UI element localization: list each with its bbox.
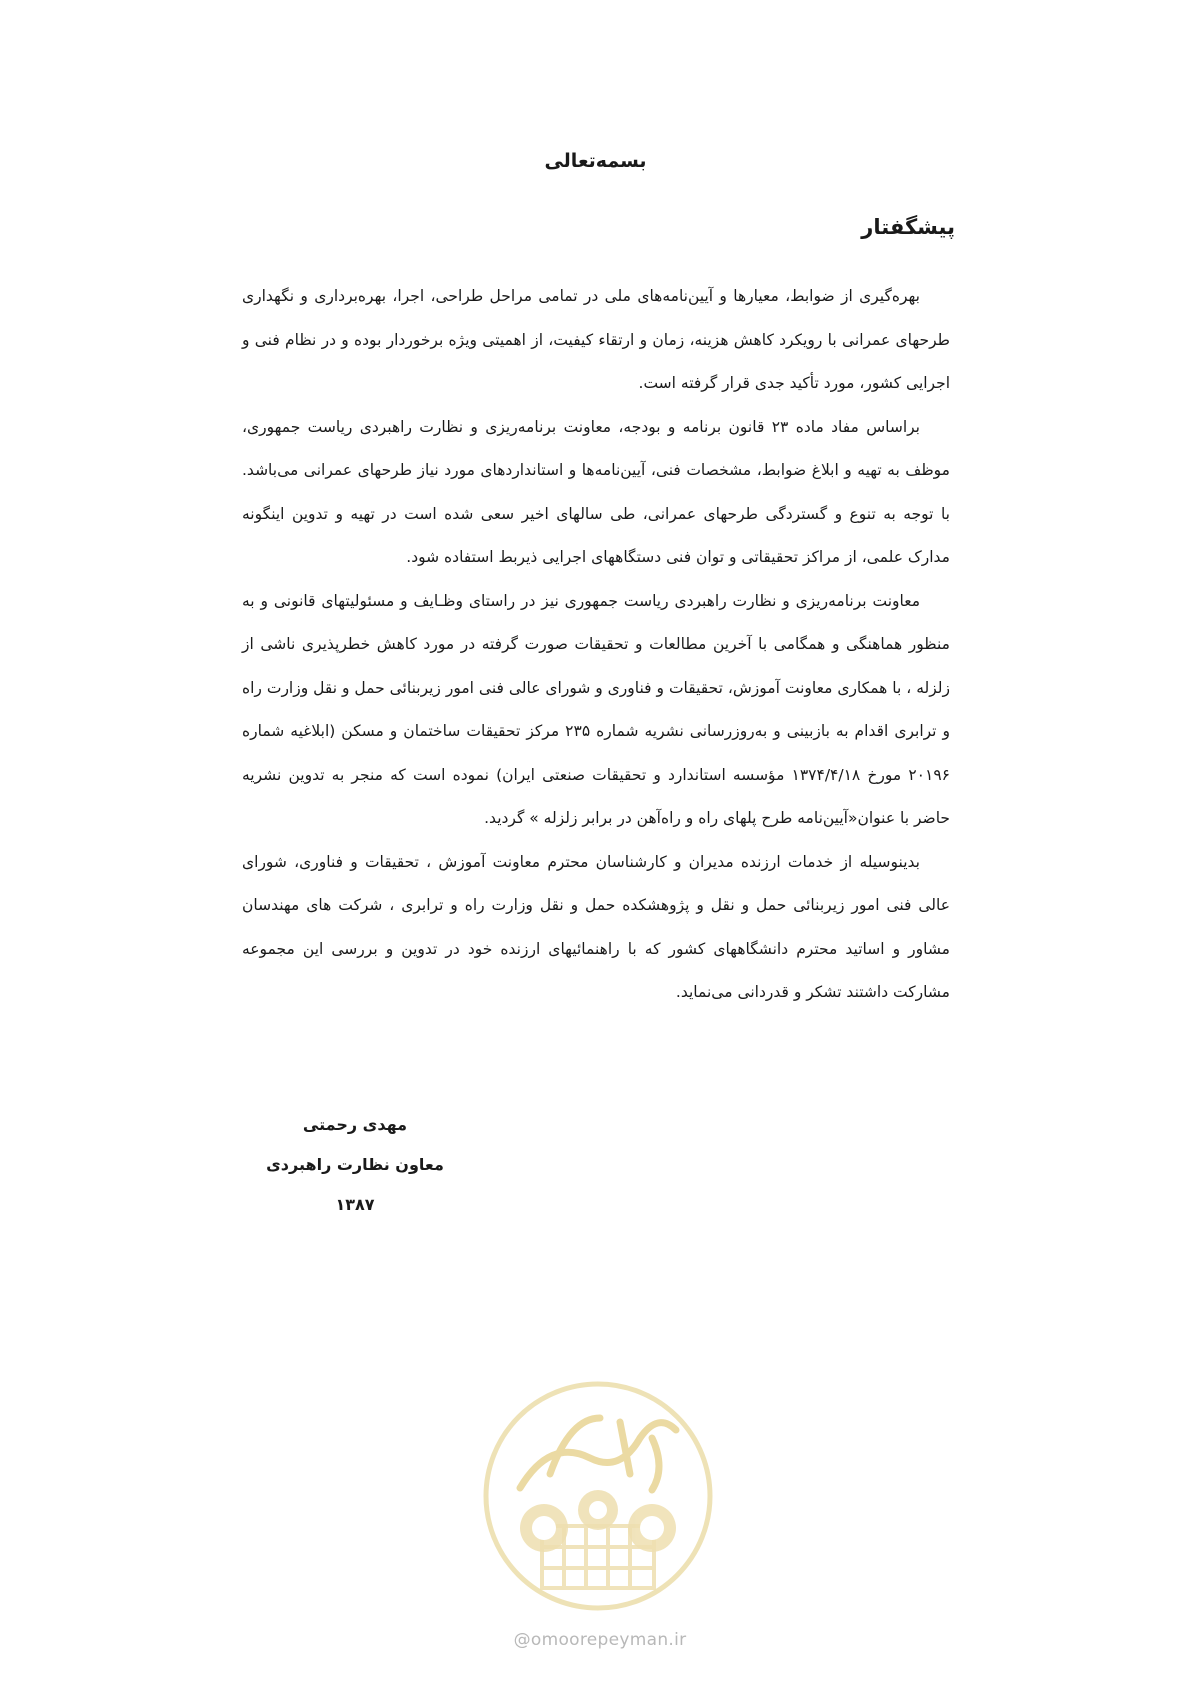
paragraph-2: براساس مفاد ماده ۲۳ قانون برنامه و بودجه، معاونت برنامه‌ریزی و نظارت راهبردی ریاست جمهوری، موظف به تهیه و ابلاغ ضوابط، مشخصات فنی، آیین‌نامه‌ها و استانداردهای مورد نیاز طرحهای عمرانی می‌باشد. با توجه به تنوع و گستردگی طرحهای عمرانی، طی سالهای اخیر سعی شده است در تهیه و تدوین اینگونه مدارک علمی، از مراکز تحقیقاتی و توان فنی دستگاههای اجرایی ذیربط استفاده شود. <box>242 417 950 566</box>
body-text <box>242 275 950 1015</box>
at-icon: @ <box>513 1630 531 1650</box>
signatory-position: معاون نظارت راهبردی <box>266 1155 444 1174</box>
paragraph-1: بهره‌گیری از ضوابط، معیارها و آیین‌نامه‌های ملی در تمامی مراحل طراحی، اجرا، بهره‌برداری و نگهداری طرحهای عمرانی با رویکرد کاهش هزینه، زمان و ارتقاء کیفیت، از اهمیتی ویژه برخوردار بوده و در نظام فنی و اجرایی کشور، مورد تأکید جدی قرار گرفته است. <box>242 287 950 392</box>
page-title: پیشگفتار <box>861 215 955 239</box>
paragraph-3: معاونت برنامه‌ریزی و نظارت راهبردی ریاست جمهوری نیز در راستای وظـایف و مسئولیتهای قانونی و به منظور هماهنگی و همگامی با آخرین مطالعات و تحقیقات صورت گرفته در مورد کاهش خطرپذیری ناشی از زلزله ، با همکاری معاونت آموزش، تحقیقات و فناوری و شورای عالی فنی امور زیربنائی حمل و نقل وزارت راه و ترابری اقدام به بازبینی و به‌روزرسانی نشریه شماره ۲۳۵ مرکز تحقیقات ساختمان و مسکن (ابلاغیه شماره ۲۰۱۹۶ مورخ ۱۳۷۴/۴/۱۸ مؤسسه استاندارد و تحقیقات صنعتی ایران) نموده است که منجر به تدوین نشریه حاضر با عنوان«آیین‌نامه طرح پلهای راه و راه‌آهن در برابر زلزله » گردید. <box>242 591 950 827</box>
signatory-name: مهدی رحمتی <box>302 1115 408 1134</box>
watermark-logo <box>480 1378 716 1614</box>
watermark-url-text: omoorepeyman.ir <box>530 1630 687 1650</box>
paragraph-4: بدینوسیله از خدمات ارزنده مدیران و کارشناسان محترم معاونت آموزش ، تحقیقات و فناوری، شورای عالی فنی امور زیربنائی حمل و نقل و پژوهشکده حمل و نقل وزارت راه و ترابری ، شرکت های مهندسان مشاور و اساتید محترم دانشگاههای کشور که با راهنمائیهای ارزنده خود در تدوین و بررسی این مجموعه مشارکت داشتند تشکر و قدردانی می‌نماید. <box>242 852 950 1001</box>
watermark-url <box>490 1630 710 1650</box>
signature-block <box>260 1105 450 1225</box>
basmala-heading: بسمه‌تعالی <box>544 150 647 172</box>
signature-year: ۱۳۸۷ <box>335 1195 375 1214</box>
